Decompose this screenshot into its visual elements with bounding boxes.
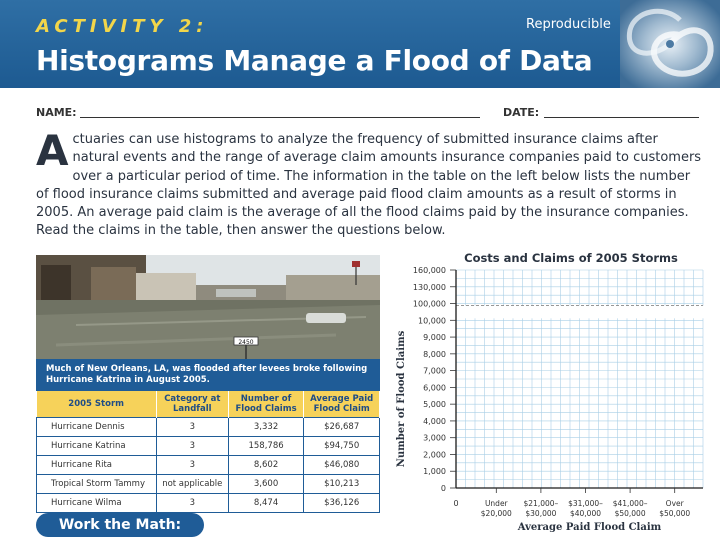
intro-text: ctuaries can use histograms to analyze the frequency of submitted insurance claims after natural events and the range of average claim amounts insurance companies paid to customers over a particular period of time. The information in the table on the left below lists the number of flood insurance claims submitted and average paid flood claim amounts as a result of storms in 2005. An average paid claim is the average of all the flood claims paid by the insurance companies. Read the claims in the table, then answer the questions below.: [36, 132, 702, 239]
x-tick-label: $30,000: [525, 509, 557, 518]
y-tick-label: 5,000: [423, 400, 446, 410]
activity-label: ACTIVITY 2:: [36, 16, 209, 37]
table-header: Category at Landfall: [156, 391, 228, 418]
table-header: Average Paid Flood Claim: [304, 391, 380, 418]
drop-cap: A: [36, 126, 69, 175]
x-tick-label: $20,000: [480, 509, 512, 518]
y-tick-label: 6,000: [423, 383, 446, 393]
table-row: [37, 437, 380, 456]
table-cell: $94,750: [304, 437, 380, 456]
photo-caption: Much of New Orleans, LA, was flooded after levees broke following Hurricane Katrina in August 2005.: [36, 359, 380, 391]
date-label: DATE:: [503, 106, 540, 119]
x-tick-label: Over: [665, 499, 684, 508]
table-cell: 3,332: [228, 418, 304, 437]
name-field[interactable]: [80, 117, 480, 118]
table-cell: Hurricane Rita: [37, 456, 157, 475]
table-row: [37, 418, 380, 437]
x-tick-label: $40,000: [569, 509, 602, 518]
y-tick-label: 8,000: [423, 349, 446, 359]
table-cell: Hurricane Wilma: [37, 494, 157, 513]
y-tick-label: 2,000: [423, 450, 446, 460]
table-row: [37, 475, 380, 494]
table-cell: 3: [156, 456, 228, 475]
table-cell: $36,126: [304, 494, 380, 513]
page-title: Histograms Manage a Flood of Data: [36, 44, 593, 77]
table-cell: $46,080: [304, 456, 380, 475]
x-tick-label: $50,000: [659, 509, 691, 518]
y-tick-label: 130,000: [412, 282, 446, 292]
y-tick-label: 100,000: [412, 299, 446, 309]
intro-paragraph: [36, 126, 706, 241]
table-row: [37, 494, 380, 513]
header-banner: [0, 0, 720, 88]
y-tick-label: 160,000: [412, 266, 446, 275]
table-cell: $26,687: [304, 418, 380, 437]
table-cell: Hurricane Katrina: [37, 437, 157, 456]
x-tick-label: $50,000: [614, 509, 646, 518]
y-tick-label: 7,000: [423, 366, 446, 376]
chart-title: Costs and Claims of 2005 Storms: [464, 251, 678, 265]
x-axis-label: Average Paid Flood Claim: [517, 522, 662, 533]
y-tick-label: 10,000: [418, 316, 446, 326]
table-cell: 3: [156, 494, 228, 513]
table-cell: Tropical Storm Tammy: [37, 475, 157, 494]
table-cell: 8,474: [228, 494, 304, 513]
x-tick-label: Under: [484, 499, 508, 508]
x-origin-label: 0: [453, 499, 459, 508]
y-tick-label: 3,000: [423, 433, 446, 443]
table-cell: 3,600: [228, 475, 304, 494]
x-tick-label: $21,000–: [523, 499, 559, 508]
table-header: Number of Flood Claims: [228, 391, 304, 418]
flood-photo: [36, 255, 380, 359]
table-cell: 3: [156, 437, 228, 456]
table-cell: 158,786: [228, 437, 304, 456]
y-tick-label: 4,000: [423, 416, 446, 426]
table-cell: $10,213: [304, 475, 380, 494]
y-axis-label: Number of Flood Claims: [396, 330, 407, 468]
y-tick-label: 9,000: [423, 333, 446, 343]
storm-table: [36, 391, 380, 513]
street-sign-number: 2450: [238, 339, 254, 346]
table-cell: Hurricane Dennis: [37, 418, 157, 437]
table-cell: 3: [156, 418, 228, 437]
axis-break: [454, 306, 705, 319]
x-tick-label: $31,000–: [568, 499, 603, 508]
y-tick-label: 1,000: [423, 467, 446, 477]
x-tick-label: $41,000–: [612, 499, 648, 508]
table-cell: 8,602: [228, 456, 304, 475]
table-row: [37, 456, 380, 475]
y-tick-label: 0: [440, 484, 446, 493]
date-field[interactable]: [544, 117, 699, 118]
hurricane-satellite-icon: [620, 0, 720, 88]
histogram-chart: [390, 246, 720, 540]
reproducible-label: Reproducible: [526, 17, 611, 32]
table-header: 2005 Storm: [37, 391, 157, 418]
table-cell: not applicable: [156, 475, 228, 494]
work-the-math-button[interactable]: Work the Math:: [36, 513, 204, 537]
name-label: NAME:: [36, 106, 77, 119]
